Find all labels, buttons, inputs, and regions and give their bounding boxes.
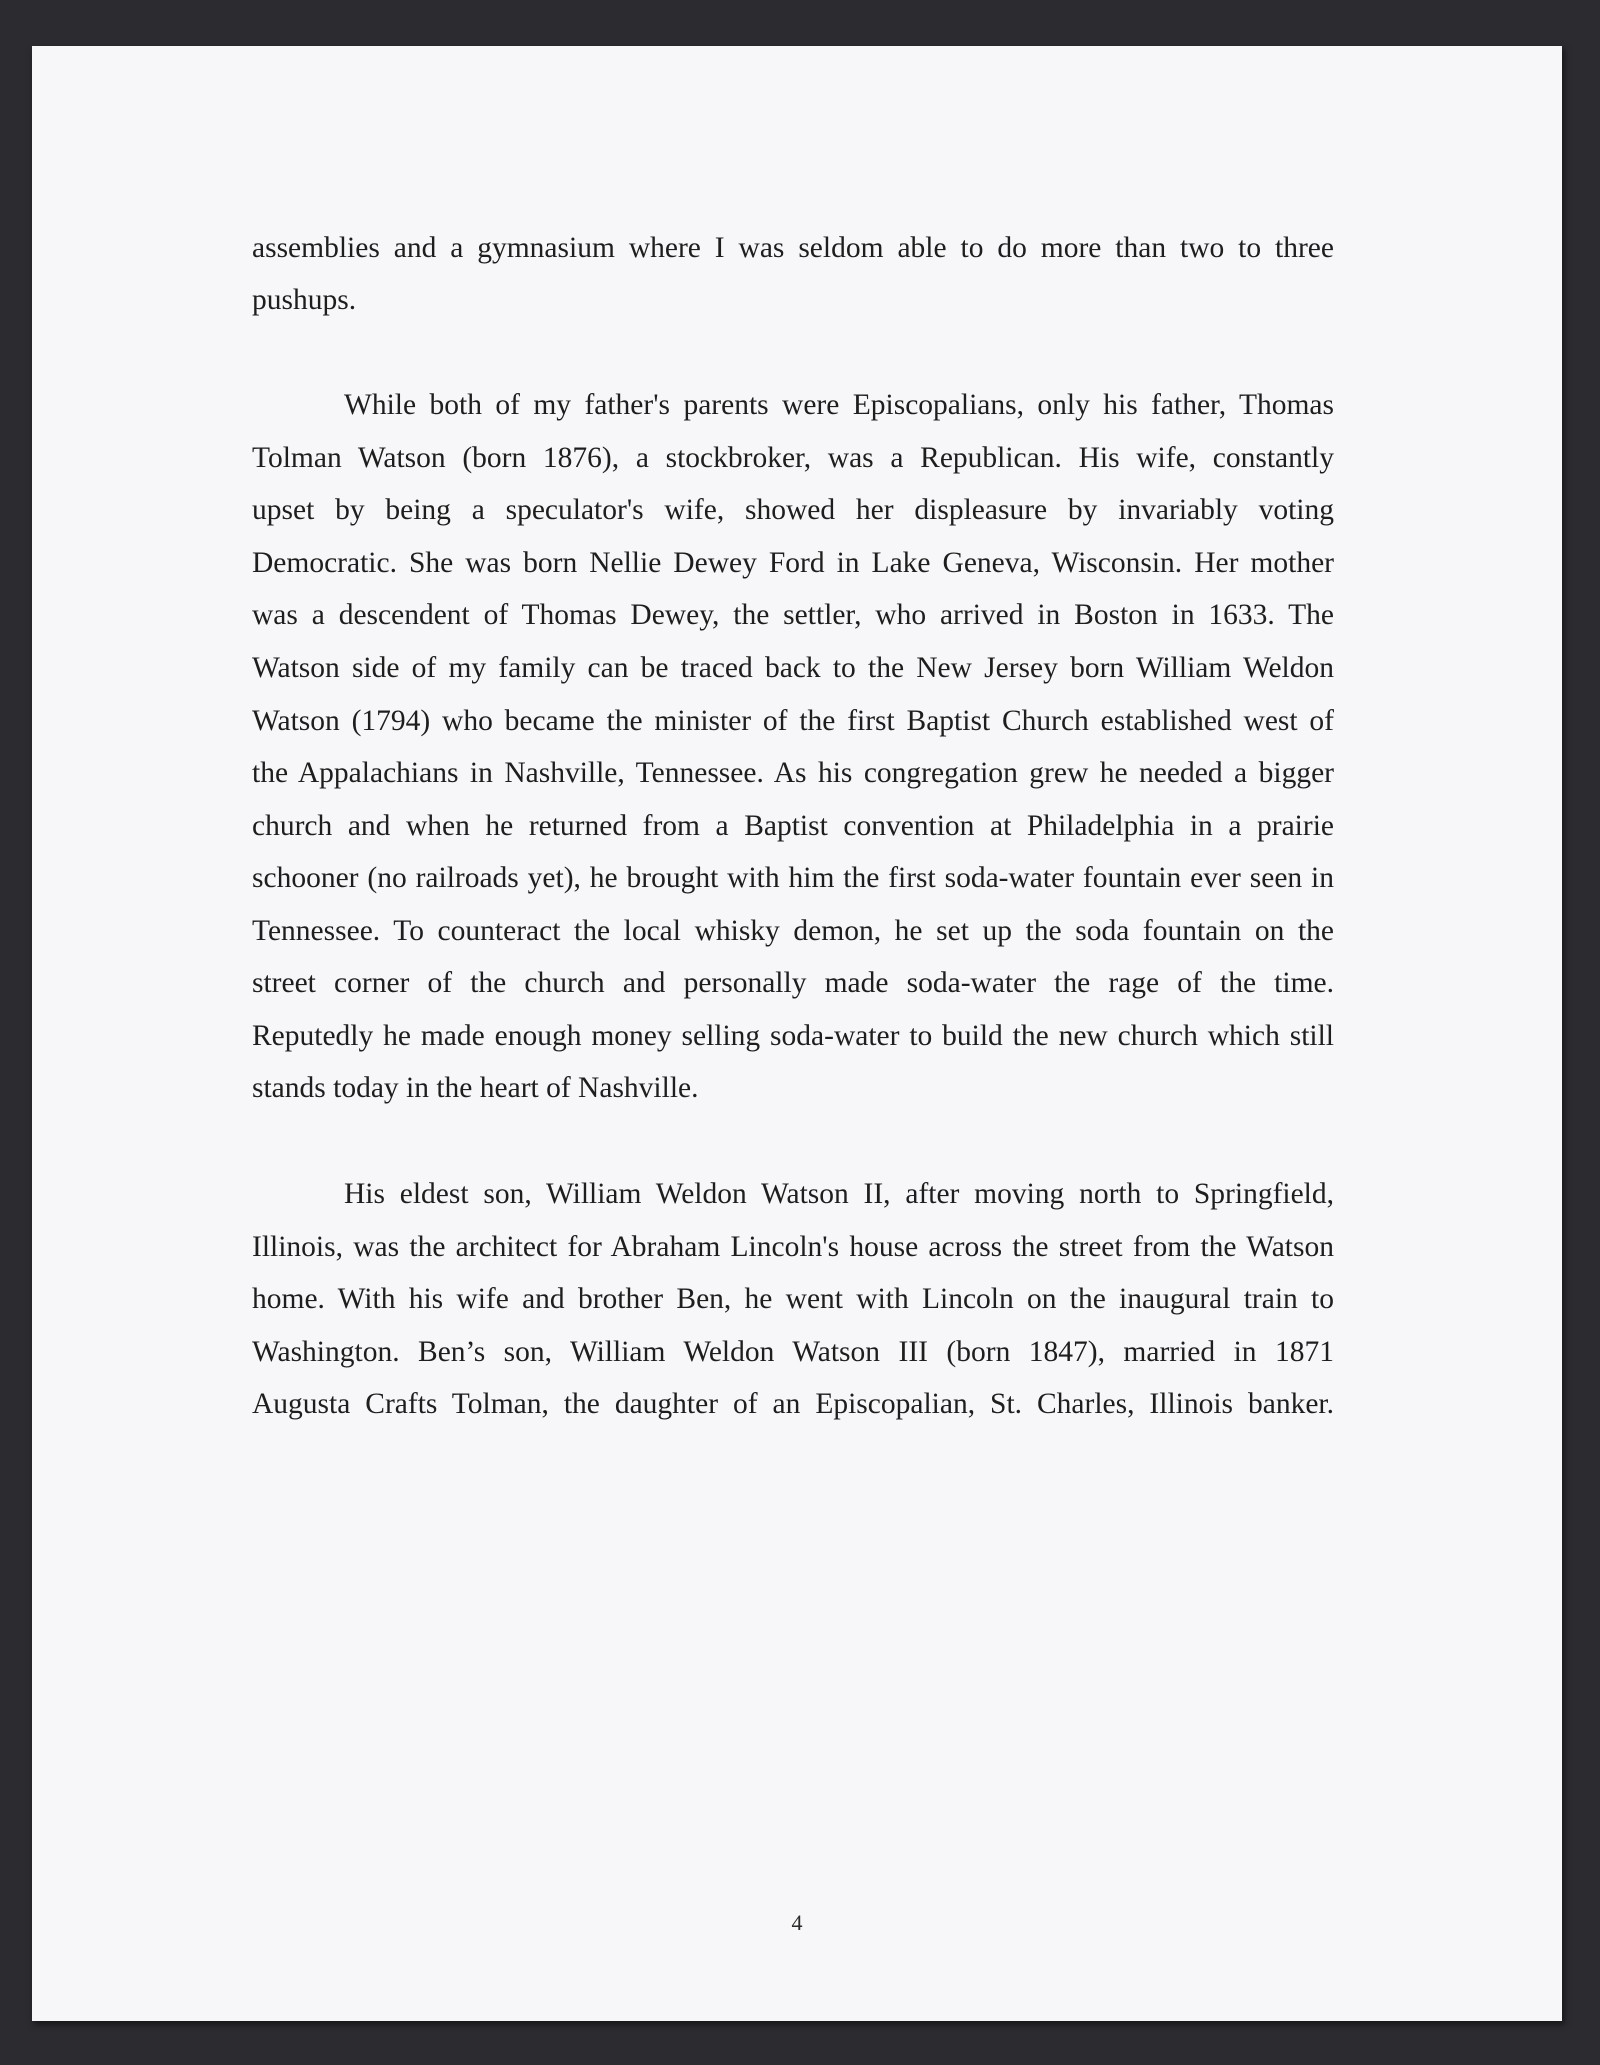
text-line: Washington. Ben’s son, William Weldon Watson III (born 1847), married in 1871 [252, 1336, 1334, 1368]
text-line: street corner of the church and personally made soda-water the rage of the time. [252, 967, 1334, 999]
text-line: His eldest son, William Weldon Watson II, after moving north to Springfield, [344, 1178, 1334, 1210]
text-line: home. With his wife and brother Ben, he went with Lincoln on the inaugural train to [252, 1283, 1334, 1315]
text-line: Democratic. She was born Nellie Dewey Ford in Lake Geneva, Wisconsin. Her mother [252, 547, 1334, 579]
text-line: the Appalachians in Nashville, Tennessee. As his congregation grew he needed a bigger [252, 757, 1334, 789]
text-line: Reputedly he made enough money selling soda-water to build the new church which still [252, 1020, 1334, 1052]
text-line: While both of my father's parents were Episcopalians, only his father, Thomas [344, 389, 1334, 421]
text-line: Tolman Watson (born 1876), a stockbroker, was a Republican. His wife, constantly [252, 442, 1334, 474]
text-line: schooner (no railroads yet), he brought with him the first soda-water fountain ever seen in [252, 862, 1334, 894]
text-line: Watson side of my family can be traced back to the New Jersey born William Weldon [252, 652, 1334, 684]
text-line: Illinois, was the architect for Abraham Lincoln's house across the street from the Watson [252, 1231, 1334, 1263]
text-line: pushups. [252, 284, 357, 316]
document-page [32, 46, 1562, 2021]
text-line: church and when he returned from a Baptist convention at Philadelphia in a prairie [252, 810, 1334, 842]
text-line: was a descendent of Thomas Dewey, the settler, who arrived in Boston in 1633. The [252, 599, 1334, 631]
text-line: Tennessee. To counteract the local whisky demon, he set up the soda fountain on the [252, 915, 1334, 947]
text-line: stands today in the heart of Nashville. [252, 1072, 699, 1104]
text-line: Watson (1794) who became the minister of the first Baptist Church established west of [252, 705, 1334, 737]
text-line: upset by being a speculator's wife, showed her displeasure by invariably voting [252, 494, 1334, 526]
text-line: assemblies and a gymnasium where I was seldom able to do more than two to three [252, 232, 1334, 264]
page-number: 4 [791, 1910, 803, 1935]
text-line: Augusta Crafts Tolman, the daughter of an Episcopalian, St. Charles, Illinois banker. [252, 1388, 1334, 1420]
